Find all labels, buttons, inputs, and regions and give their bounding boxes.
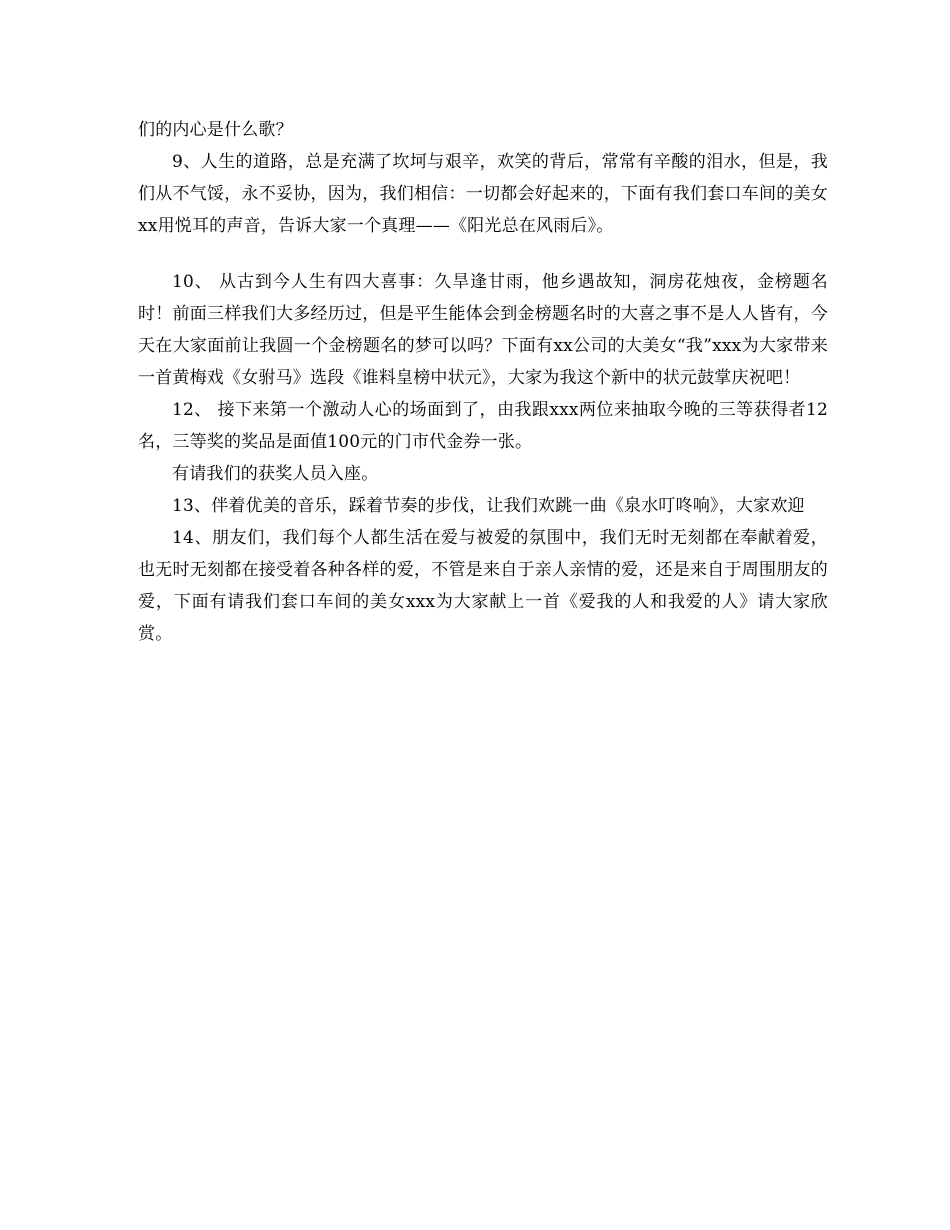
paragraph-gap: [138, 242, 828, 266]
document-body: [138, 114, 828, 650]
paragraph-item-13: 13、伴着优美的音乐，踩着节奏的步伐，让我们欢跳一曲《泉水叮咚响》，大家欢迎: [172, 496, 805, 516]
paragraph-item-12-followup: 有请我们的获奖人员入座。: [172, 464, 379, 484]
paragraph-item-10: 10、 从古到今人生有四大喜事：久旱逢甘雨，他乡遇故知，洞房花烛夜，金榜题名时！前面三样我们大多经历过，但是平生能体会到金榜题名时的大喜之事不是人人皆有，今天在大家面前让我圆一个金榜题名的梦可以吗？下面有xx公司的大美女“我”xxx为大家带来一首黄梅戏《女驸马》选段《谁料皇榜中状元》，大家为我这个新中的状元鼓掌庆祝吧！: [138, 272, 828, 388]
paragraph-continuation: 们的内心是什么歌？: [138, 120, 293, 140]
paragraph-item-14: 14、朋友们，我们每个人都生活在爱与被爱的氛围中，我们无时无刻都在奉献着爱，也无时无刻都在接受着各种各样的爱，不管是来自于亲人亲情的爱，还是来自于周围朋友的爱，下面有请我们套口车间的美女xxx为大家献上一首《爱我的人和我爱的人》请大家欣赏。: [138, 528, 828, 644]
paragraph-item-12: 12、 接下来第一个激动人心的场面到了，由我跟xxx两位来抽取今晚的三等获得者12名，三等奖的奖品是面值100元的门市代金券一张。: [138, 400, 828, 452]
paragraph-item-9: 9、人生的道路，总是充满了坎坷与艰辛，欢笑的背后，常常有辛酸的泪水，但是，我们从不气馁，永不妥协，因为，我们相信：一切都会好起来的，下面有我们套口车间的美女xx用悦耳的声音，告诉大家一个真理——《阳光总在风雨后》。: [138, 152, 828, 236]
